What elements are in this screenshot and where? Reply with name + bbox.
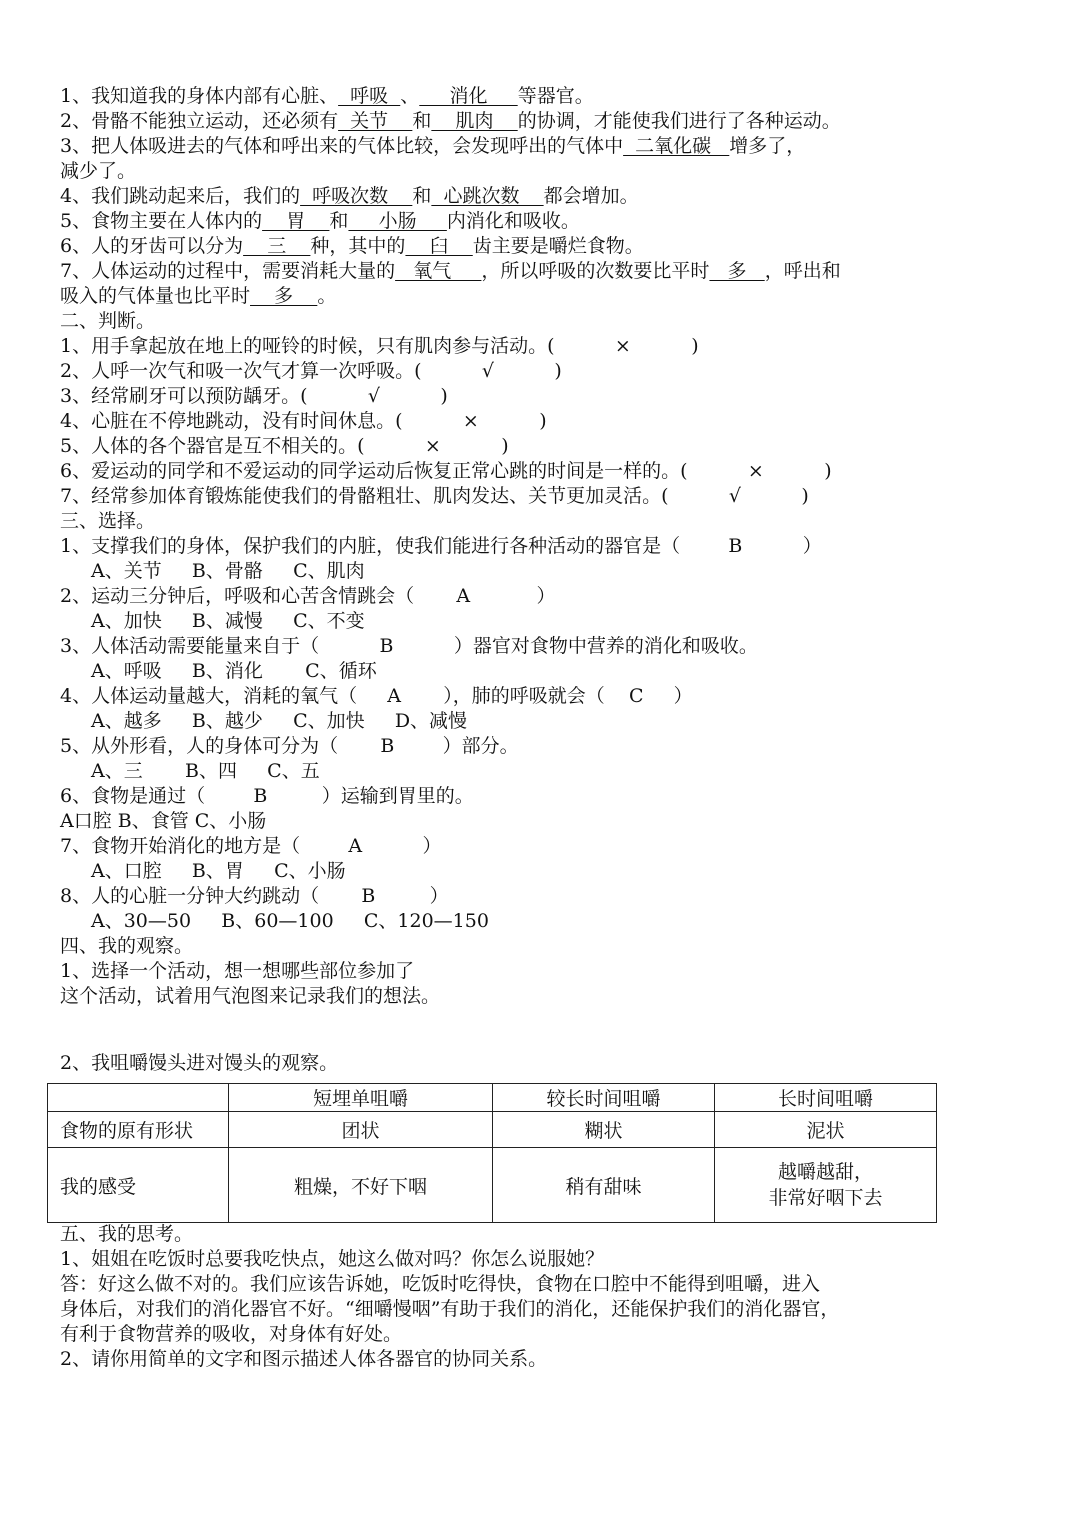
- answer-blank: 多: [250, 285, 318, 307]
- fill-in-line: [60, 134, 1060, 159]
- fill-in-section: [60, 84, 1060, 309]
- answer-blank: 肌肉: [431, 110, 518, 132]
- judge-section-title: 二、判断。: [60, 310, 156, 332]
- table-header-row: [48, 1084, 937, 1112]
- table-cell: 稍有甜味: [493, 1148, 715, 1223]
- choice-question: 2、运动三分钟后，呼吸和心苦含情跳会（ A ）: [60, 585, 556, 607]
- choice-options: A口腔 B、食管 C、小肠: [60, 810, 267, 832]
- choice-section: [60, 534, 1060, 934]
- observation-q1-line2: 这个活动，试着用气泡图来记录我们的想法。: [60, 985, 441, 1007]
- worksheet: [60, 84, 1060, 1076]
- table-row: [48, 1148, 937, 1223]
- thinking-line: 答：好这么做不对的。我们应该告诉她，吃饭时吃得快，食物在口腔中不能得到咀嚼，进入: [60, 1273, 821, 1295]
- fill-in-line: [60, 234, 1060, 259]
- choice-options: A、口腔 B、胃 C、小肠: [91, 860, 346, 882]
- judge-item: 7、经常参加体育锻炼能使我们的骨骼粗壮、肌肉发达、关节更加灵活。( √ ): [60, 485, 809, 507]
- table-row-label: 食物的原有形状: [48, 1112, 229, 1148]
- fill-in-line: [60, 84, 1060, 109]
- question-text: 和: [412, 185, 432, 207]
- bubble-map-space: [60, 1009, 1060, 1051]
- table-header-cell: 较长时间咀嚼: [493, 1084, 715, 1112]
- question-text: 2、骨骼不能独立运动，还必须有: [60, 110, 339, 132]
- question-text: 内消化和吸收。: [446, 210, 580, 232]
- choice-section-title: 三、选择。: [60, 510, 156, 532]
- answer-blank: 消化: [419, 85, 518, 107]
- thinking-section-title: 五、我的思考。: [60, 1223, 194, 1245]
- thinking-line: 1、姐姐在吃饭时总要我吃快点，她这么做对吗？你怎么说服她？: [60, 1248, 605, 1270]
- question-text: 、: [400, 85, 420, 107]
- fill-in-line: [60, 259, 1060, 284]
- question-text: 齿主要是嚼烂食物。: [472, 235, 644, 257]
- answer-blank: 臼: [405, 235, 473, 257]
- table-header-cell: 长时间咀嚼: [715, 1084, 937, 1112]
- answer-blank: 呼吸: [338, 85, 401, 107]
- observation-section-title: 四、我的观察。: [60, 935, 194, 957]
- question-text: 减少了。: [60, 160, 137, 182]
- question-text: 5、食物主要在人体内的: [60, 210, 263, 232]
- question-text: 4、我们跳动起来后，我们的: [60, 185, 301, 207]
- answer-blank: 胃: [262, 210, 330, 232]
- choice-question: 4、人体运动量越大，消耗的氧气（ A ），肺的呼吸就会（ C ）: [60, 685, 693, 707]
- fill-in-line: [60, 184, 1060, 209]
- chewing-observation-table: [47, 1083, 937, 1223]
- question-text: 种，其中的: [310, 235, 406, 257]
- question-text: 和: [329, 210, 349, 232]
- table-header-cell: 短埋单咀嚼: [229, 1084, 493, 1112]
- fill-in-line: [60, 284, 1060, 309]
- observation-q2: 2、我咀嚼馒头进对馒头的观察。: [60, 1052, 339, 1074]
- judge-section: [60, 334, 1060, 509]
- choice-question: 1、支撑我们的身体，保护我们的内脏，使我们能进行各种活动的器官是（ B ）: [60, 535, 822, 557]
- answer-blank: 二氧化碳: [623, 135, 730, 157]
- choice-question: 5、从外形看，人的身体可分为（ B ）部分。: [60, 735, 519, 757]
- thinking-section: [60, 1222, 1060, 1372]
- question-text: 7、人体运动的过程中，需要消耗大量的: [60, 260, 396, 282]
- question-text: 吸入的气体量也比平时: [60, 285, 251, 307]
- choice-question: 3、人体活动需要能量来自于（ B ）器官对食物中营养的消化和吸收。: [60, 635, 758, 657]
- fill-in-line: [60, 209, 1060, 234]
- answer-blank: 关节: [338, 110, 413, 132]
- table-cell: 越嚼越甜， 非常好咽下去: [715, 1148, 937, 1223]
- question-text: 1、我知道我的身体内部有心脏、: [60, 85, 339, 107]
- table-header-cell: [48, 1084, 229, 1112]
- table-cell: 团状: [229, 1112, 493, 1148]
- table-cell: 粗燥，不好下咽: [229, 1148, 493, 1223]
- choice-options: A、越多 B、越少 C、加快 D、减慢: [91, 710, 468, 732]
- judge-item: 4、心脏在不停地跳动，没有时间休息。( × ): [60, 410, 547, 432]
- table-row: [48, 1112, 937, 1148]
- thinking-line: 有利于食物营养的吸收，对身体有好处。: [60, 1323, 403, 1345]
- judge-item: 5、人体的各个器官是互不相关的。( × ): [60, 435, 509, 457]
- question-text: 3、把人体吸进去的气体和呼出来的气体比较，会发现呼出的气体中: [60, 135, 624, 157]
- answer-blank: 小肠: [348, 210, 447, 232]
- answer-blank: 三: [243, 235, 311, 257]
- answer-blank: 心跳次数: [431, 185, 544, 207]
- question-text: 和: [412, 110, 432, 132]
- question-text: 。: [317, 285, 337, 307]
- table-row-label: 我的感受: [48, 1148, 229, 1223]
- fill-in-line: [60, 159, 1060, 184]
- question-text: 等器官。: [517, 85, 594, 107]
- observation-q1-line1: 1、选择一个活动，想一想哪些部位参加了: [60, 960, 415, 982]
- choice-options: A、30—50 B、60—100 C、120—150: [91, 910, 489, 932]
- judge-item: 6、爱运动的同学和不爱运动的同学运动后恢复正常心跳的时间是一样的。( × ): [60, 460, 832, 482]
- question-text: ，呼出和: [764, 260, 841, 282]
- question-text: 的协调，才能使我们进行了各种运动。: [517, 110, 841, 132]
- judge-item: 3、经常刷牙可以预防龋牙。( √ ): [60, 385, 448, 407]
- question-text: 增多了，: [729, 135, 806, 157]
- thinking-line: 2、请你用简单的文字和图示描述人体各器官的协同关系。: [60, 1348, 548, 1370]
- table-cell: 糊状: [493, 1112, 715, 1148]
- judge-item: 1、用手拿起放在地上的哑铃的时候，只有肌肉参与活动。( × ): [60, 335, 699, 357]
- choice-options: A、呼吸 B、消化 C、循环: [91, 660, 377, 682]
- thinking-line: 身体后，对我们的消化器官不好。“细嚼慢咽”有助于我们的消化，还能保护我们的消化器官，: [60, 1298, 840, 1320]
- choice-options: A、三 B、四 C、五: [91, 760, 320, 782]
- question-text: ，所以呼吸的次数要比平时: [481, 260, 710, 282]
- table-cell: 泥状: [715, 1112, 937, 1148]
- choice-question: 8、人的心脏一分钟大约跳动（ B ）: [60, 885, 449, 907]
- judge-item: 2、人呼一次气和吸一次气才算一次呼吸。( √ ): [60, 360, 562, 382]
- choice-question: 6、食物是通过（ B ）运输到胃里的。: [60, 785, 474, 807]
- question-text: 都会增加。: [543, 185, 639, 207]
- choice-question: 7、食物开始消化的地方是（ A ）: [60, 835, 442, 857]
- answer-blank: 氧气: [395, 260, 482, 282]
- fill-in-line: [60, 109, 1060, 134]
- answer-blank: 呼吸次数: [300, 185, 413, 207]
- choice-options: A、加快 B、减慢 C、不变: [91, 610, 365, 632]
- choice-options: A、关节 B、骨骼 C、肌肉: [91, 560, 365, 582]
- question-text: 6、人的牙齿可以分为: [60, 235, 244, 257]
- answer-blank: 多: [709, 260, 765, 282]
